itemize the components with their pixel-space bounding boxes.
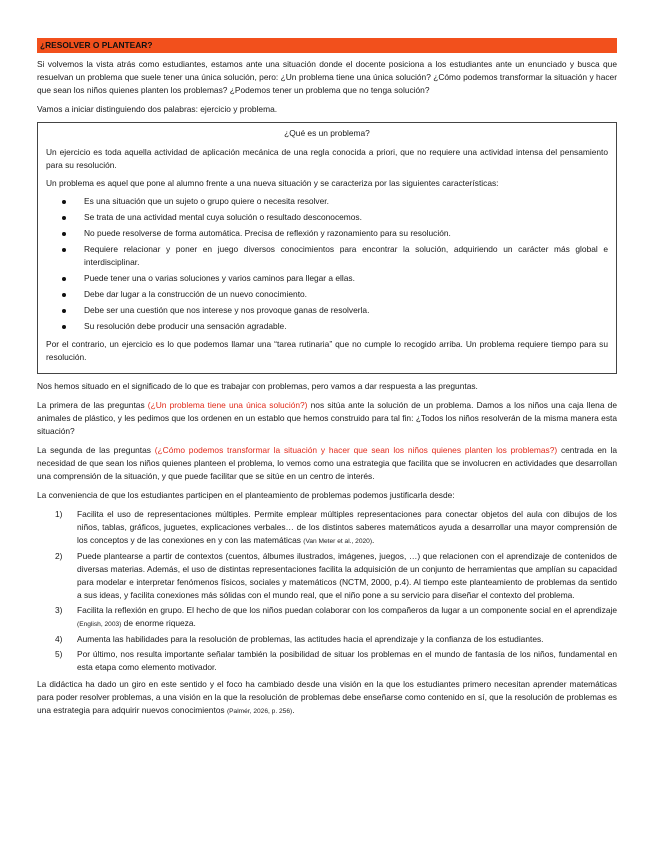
list-text: Puede plantearse a partir de contextos (cuentos, álbumes ilustrados, imágenes, juegos, …) que relacionen con el aprendizaje de contenidos de diversas materias. Además, el uso de distintas representaciones facilita la adquisición de un conjunto de herramientas que amplían su capacidad para modelar e interpretar fenómenos físicos, sociales y matemáticos (NCTM, 2000, p.4). Al tiempo este planteamiento de problemas da sentido a sus ideas, y facilita conexiones más sólidas con el mundo real, que el niño pone a su servicio para diseñar el contexto del problema. xyxy=(77,551,617,600)
list-item: Puede tener una o varias soluciones y varios caminos para llegar a ellas. xyxy=(84,272,608,285)
list-number: 2) xyxy=(55,551,63,561)
list-item xyxy=(55,508,617,548)
citation: (Palmér, 2026, p. 256) xyxy=(226,708,293,715)
list-item: Requiere relacionar y poner en juego diversos conocimientos para encontrar la solución, adquiriendo un carácter más global e interdisciplinar. xyxy=(84,244,608,267)
list-item xyxy=(55,550,617,602)
list-text: Aumenta las habilidades para la resolución de problemas, las actitudes hacia el aprendizaje y la confianza de los estudiantes. xyxy=(77,634,544,644)
list-text: Facilita el uso de representaciones múltiples. Permite emplear múltiples representaciones para conectar objetos del aula con dibujos de los niños, tablas, gráficos, juguetes, explicaciones verbales… de los distintos saberes matemáticos ayuda a desarrollar una mayor comprensión de los conceptos y de las conexiones en y con las matemáticas xyxy=(77,509,617,545)
text-span: centrada en la necesidad de que sean los niños quienes planteen el problema, lo vemos como una estrategia que facilita que se involucren en actividades que desarrollan una comprensión de la situación, y que puede facilitar que se sitúe en un centro de interés. xyxy=(37,445,617,481)
text-span: La didáctica ha dado un giro en este sentido y el foco ha cambiado desde una visión en la que los estudiantes primero necesitan aprender matemáticas para poder resolver problemas, a una visión en la que la resolución de problemas debe enseñarse como contenido en sí, que la resolución de problemas es una estrategia para adquirir nuevos conocimientos xyxy=(37,679,617,715)
list-tail: . xyxy=(372,535,375,545)
problem-characteristics-list xyxy=(46,195,608,333)
list-number: 5) xyxy=(55,649,63,659)
list-tail: de enorme riqueza. xyxy=(121,618,196,628)
highlighted-question: (¿Un problema tiene una única solución?) xyxy=(147,400,308,410)
definition-box xyxy=(37,122,617,374)
list-item: Debe dar lugar a la construcción de un nuevo conocimiento. xyxy=(84,288,608,301)
document-content xyxy=(37,58,617,724)
contrast-paragraph: Por el contrario, un ejercicio es lo que podemos llamar una “tarea rutinaria” que no cumple lo recogido arriba. Un problema requiere tiempo para su resolución. xyxy=(46,339,608,362)
intro-paragraph-2: Vamos a iniciar distinguiendo dos palabras: ejercicio y problema. xyxy=(37,104,278,114)
box-title: ¿Qué es un problema? xyxy=(284,128,370,138)
list-text: Facilita la reflexión en grupo. El hecho de que los niños puedan colaborar con los compañeros da lugar a un componente social en el aprendizaje xyxy=(77,605,617,615)
closing-paragraph xyxy=(37,678,617,718)
first-question-paragraph xyxy=(37,399,617,438)
second-question-paragraph xyxy=(37,444,617,483)
convenience-list xyxy=(37,508,617,674)
text-span: La segunda de las preguntas xyxy=(37,445,155,455)
citation: (English, 2003) xyxy=(77,621,122,628)
text-span: nos sitúa ante la solución de un problema. Damos a los niños una caja llena de animales de plástico, y les pedimos que los ordenen en un establo que hemos construido para tal fin: ¿Todos los niños resolverán de la misma manera esta situación? xyxy=(37,400,617,436)
problem-definition: Un problema es aquel que pone al alumno frente a una nueva situación y se caracteriza por las siguientes características: xyxy=(46,178,499,188)
list-item xyxy=(55,648,617,674)
list-item xyxy=(55,633,617,646)
list-number: 3) xyxy=(55,605,63,615)
exercise-definition: Un ejercicio es toda aquella actividad de aplicación mecánica de una regla conocida a priori, que no requiere una actividad intensa del pensamiento para su resolución. xyxy=(46,147,608,170)
citation: (Van Meter et al., 2020) xyxy=(303,538,373,545)
intro-paragraph: Si volvemos la vista atrás como estudiantes, estamos ante una situación donde el docente posiciona a los estudiantes ante un enunciado y busca que resuelvan un problema que suele tener una única solución, pero: ¿Un problema tiene una única solución? ¿Cómo podemos transformar la situación y hacer que sean los niños quienes planten los problemas? ¿Podemos tener un problema que no tenga solución? xyxy=(37,59,617,95)
list-item: Se trata de una actividad mental cuya solución o resultado desconocemos. xyxy=(84,211,608,224)
convenience-intro: La conveniencia de que los estudiantes participen en el planteamiento de problemas podemos justificarla desde: xyxy=(37,490,455,500)
list-number: 1) xyxy=(55,509,63,519)
text-span: La primera de las preguntas xyxy=(37,400,148,410)
list-item: Su resolución debe producir una sensación agradable. xyxy=(84,320,608,333)
list-text: Por último, nos resulta importante señalar también la posibilidad de situar los problemas en el mundo de fantasía de los niños, fundamental en esta etapa como elemento motivador. xyxy=(77,649,617,672)
list-item: Es una situación que un sujeto o grupo quiere o necesita resolver. xyxy=(84,195,608,208)
list-item xyxy=(55,604,617,631)
text-span: . xyxy=(292,705,295,715)
section-heading: ¿RESOLVER O PLANTEAR? xyxy=(37,38,617,53)
body-paragraph: Nos hemos situado en el significado de lo que es trabajar con problemas, pero vamos a dar respuesta a las preguntas. xyxy=(37,381,478,391)
list-item: No puede resolverse de forma automática. Precisa de reflexión y razonamiento para su resolución. xyxy=(84,227,608,240)
list-item: Debe ser una cuestión que nos interese y nos provoque ganas de resolverla. xyxy=(84,304,608,317)
highlighted-question: (¿Cómo podemos transformar la situación y hacer que sean los niños quienes planten los problemas?) xyxy=(154,445,558,455)
list-number: 4) xyxy=(55,634,63,644)
